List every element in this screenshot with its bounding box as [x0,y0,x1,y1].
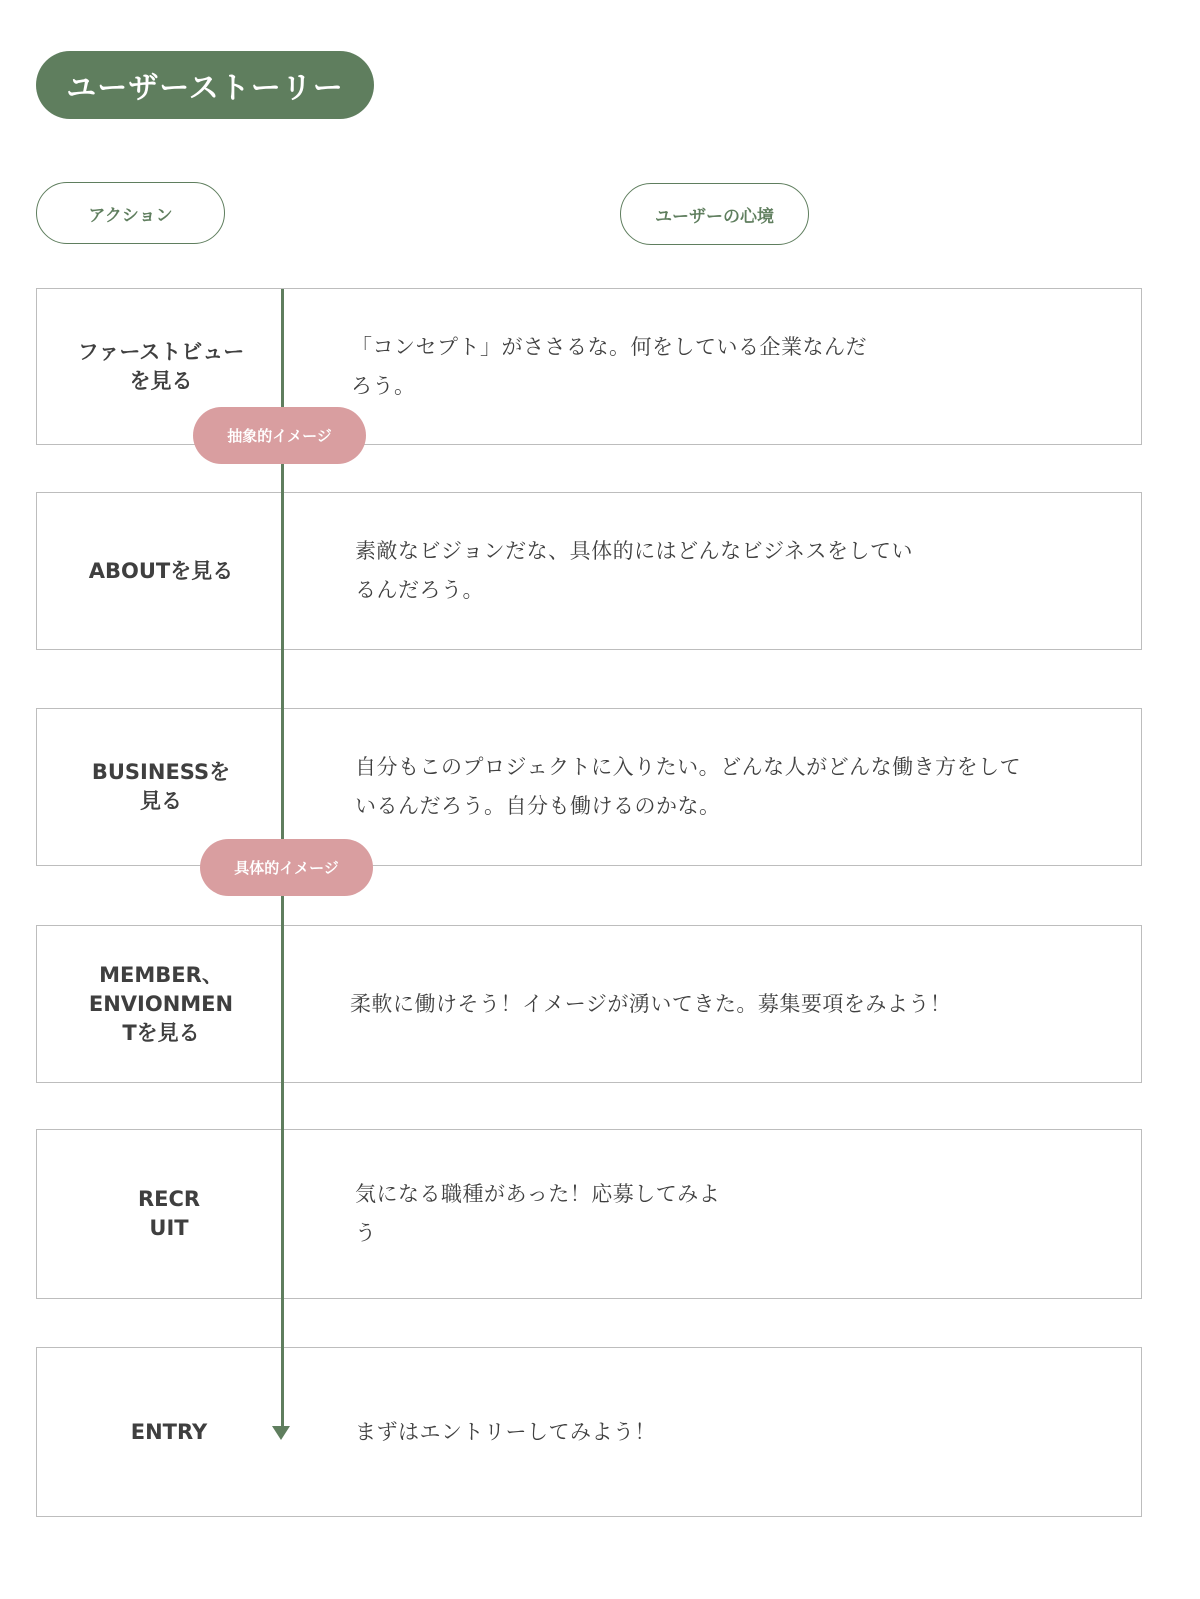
story-row-member [36,925,1142,1083]
row-action-label: RECR UIT [137,1187,201,1240]
story-row-business [36,708,1142,866]
action-column-header: アクション [36,182,225,244]
row-mood-text: 柔軟に働けそう！イメージが湧いてきた。募集要項をみよう！ [350,991,952,1016]
concrete-image-tag: 具体的イメージ [200,839,373,896]
timeline-arrow-icon [272,1426,290,1440]
story-row-about [36,492,1142,650]
row-action-label: ABOUTを見る [88,558,234,583]
row-mood-text: まずはエントリーしてみよう！ [355,1419,656,1444]
story-row-entry [36,1347,1142,1517]
story-row-recruit [36,1129,1142,1299]
row-action-label: BUSINESSを 見る [91,760,231,813]
row-action-label: MEMBER、 ENVIONMEN Tを見る [88,962,234,1045]
abstract-image-tag: 抽象的イメージ [193,407,366,464]
row-mood-text: 気になる職種があった！応募してみよ う [355,1182,721,1245]
mood-column-header: ユーザーの心境 [620,183,809,245]
row-action-label: ENTRY [130,1419,208,1444]
row-mood-text: 素敵なビジョンだな、具体的にはどんなビジネスをしてい るんだろう。 [355,539,913,602]
row-action-label: ファーストビュー を見る [77,339,245,393]
row-mood-text: 「コンセプト」がささるな。何をしている企業なんだ ろう。 [351,334,867,398]
row-mood-text: 自分もこのプロジェクトに入りたい。どんな人がどんな働き方をして いるんだろう。自分も働けるのかな。 [355,755,1022,818]
page-title: ユーザーストーリー [36,51,374,119]
